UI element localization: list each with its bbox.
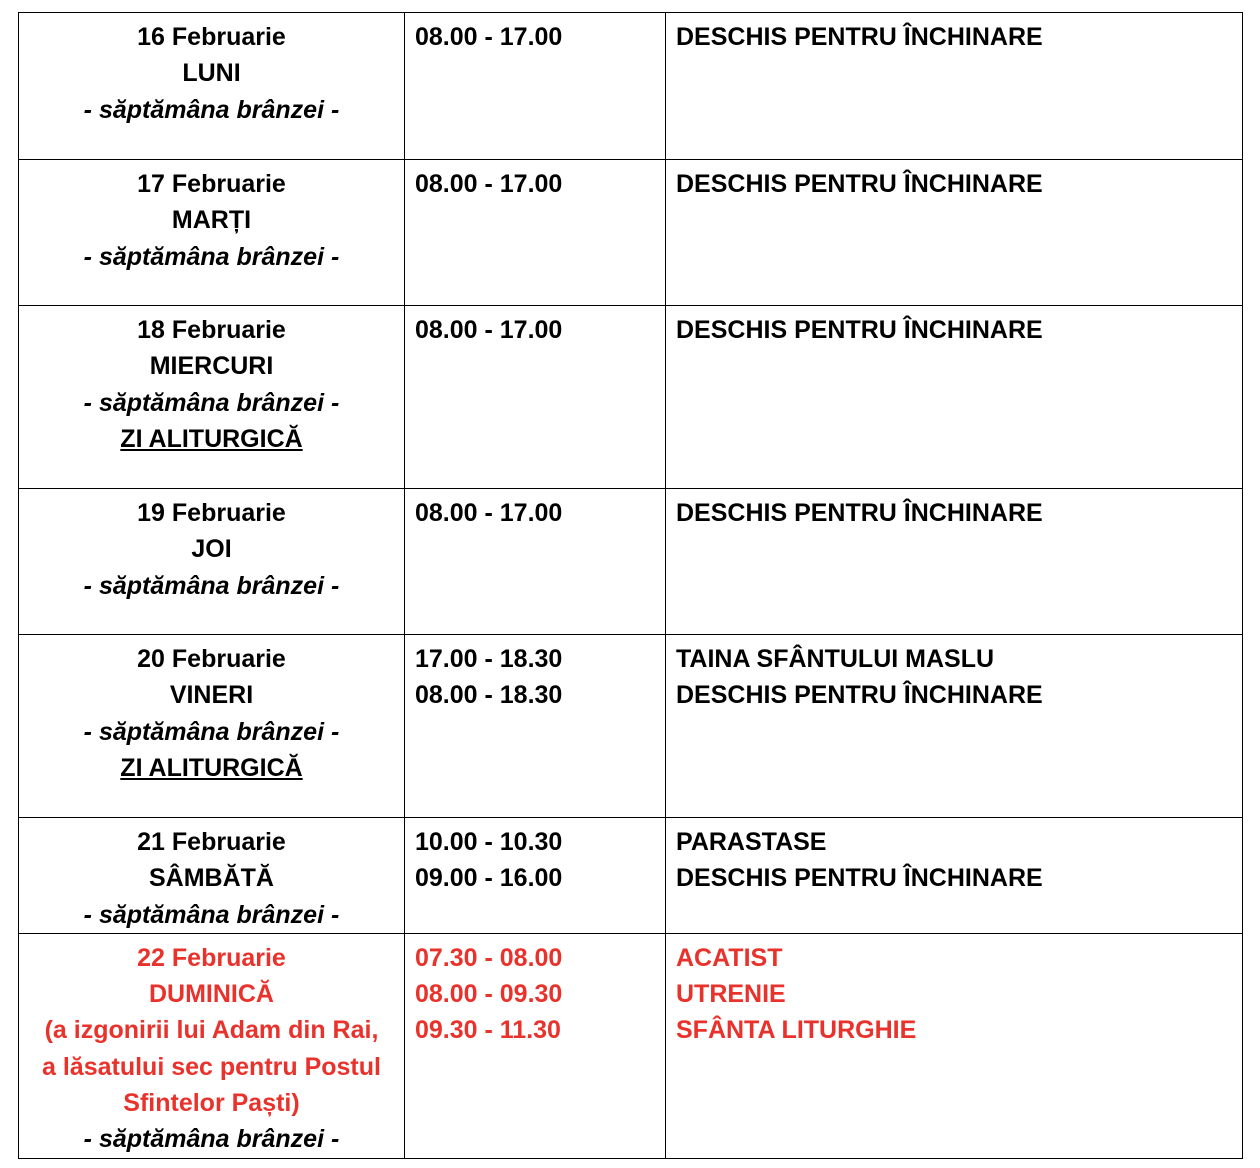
- day-cell: [19, 933, 405, 1158]
- week-note: - săptămâna brânzei -: [83, 900, 340, 929]
- time-slot: 08.00 - 17.00: [415, 23, 563, 51]
- day-cell: [19, 160, 405, 306]
- event-label: UTRENIE: [676, 980, 786, 1009]
- weekday-label: VINERI: [169, 681, 254, 710]
- event-label: DESCHIS PENTRU ÎNCHINARE: [676, 499, 1043, 527]
- day-cell: [19, 818, 405, 934]
- time-slot: 08.00 - 18.30: [415, 681, 563, 710]
- time-cell: [405, 489, 666, 635]
- date-label: 20 Februarie: [137, 645, 286, 673]
- event-cell: [666, 306, 1243, 489]
- weekday-label: MARȚI: [171, 206, 252, 235]
- table-row: [19, 306, 1243, 489]
- weekday-label: JOI: [191, 535, 232, 564]
- time-slot: 08.00 - 17.00: [415, 316, 563, 344]
- event-label: SFÂNTA LITURGHIE: [676, 1016, 917, 1045]
- event-label: DESCHIS PENTRU ÎNCHINARE: [676, 23, 1043, 51]
- week-note: - săptămâna brânzei -: [83, 95, 340, 124]
- time-cell: [405, 933, 666, 1158]
- time-slot: 07.30 - 08.00: [415, 943, 563, 972]
- time-cell: [405, 818, 666, 934]
- event-label: TAINA SFÂNTULUI MASLU: [676, 645, 995, 673]
- week-note: - săptămâna brânzei -: [83, 388, 340, 417]
- time-cell: [405, 635, 666, 818]
- time-slot: 08.00 - 09.30: [415, 980, 563, 1009]
- feast-description: (a izgonirii lui Adam din Rai,: [44, 1016, 379, 1045]
- time-cell: [405, 13, 666, 160]
- weekday-label: DUMINICĂ: [149, 980, 274, 1009]
- event-cell: [666, 818, 1243, 934]
- table-row: [19, 489, 1243, 635]
- day-cell: [19, 306, 405, 489]
- date-label: 18 Februarie: [137, 316, 286, 344]
- time-cell: [405, 306, 666, 489]
- day-cell: [19, 13, 405, 160]
- time-slot: 08.00 - 17.00: [415, 499, 563, 527]
- time-slot: 09.00 - 16.00: [415, 864, 563, 893]
- event-label: DESCHIS PENTRU ÎNCHINARE: [676, 681, 1043, 710]
- event-label: DESCHIS PENTRU ÎNCHINARE: [676, 316, 1043, 344]
- time-slot: 08.00 - 17.00: [415, 170, 563, 198]
- weekday-label: SÂMBĂTĂ: [149, 864, 274, 893]
- table-row: [19, 160, 1243, 306]
- date-label: 21 Februarie: [137, 828, 286, 856]
- date-label: 17 Februarie: [137, 170, 286, 198]
- date-label: 16 Februarie: [137, 23, 286, 51]
- event-cell: [666, 13, 1243, 160]
- table-row: [19, 635, 1243, 818]
- table-row: [19, 13, 1243, 160]
- schedule-table: [18, 12, 1243, 1159]
- time-slot: 09.30 - 11.30: [415, 1016, 561, 1045]
- week-note: - săptămâna brânzei -: [83, 717, 340, 746]
- event-label: DESCHIS PENTRU ÎNCHINARE: [676, 170, 1043, 198]
- event-cell: [666, 160, 1243, 306]
- week-note: - săptămâna brânzei -: [83, 242, 340, 271]
- event-cell: [666, 489, 1243, 635]
- event-cell: [666, 635, 1243, 818]
- event-label: ACATIST: [676, 943, 783, 972]
- date-label: 22 Februarie: [137, 943, 286, 972]
- aliturgic-label: ZI ALITURGICĂ: [120, 424, 303, 453]
- weekday-label: LUNI: [182, 59, 241, 88]
- table-row: [19, 818, 1243, 934]
- aliturgic-label: ZI ALITURGICĂ: [120, 753, 303, 782]
- event-label: PARASTASE: [676, 828, 827, 856]
- date-label: 19 Februarie: [137, 499, 286, 527]
- feast-description: Sfintelor Paști): [123, 1089, 300, 1118]
- day-cell: [19, 635, 405, 818]
- table-row: [19, 933, 1243, 1158]
- time-slot: 17.00 - 18.30: [415, 645, 563, 673]
- time-cell: [405, 160, 666, 306]
- week-note: - săptămâna brânzei -: [83, 571, 340, 600]
- event-label: DESCHIS PENTRU ÎNCHINARE: [676, 864, 1043, 893]
- event-cell: [666, 933, 1243, 1158]
- time-slot: 10.00 - 10.30: [415, 828, 563, 856]
- week-note: - săptămâna brânzei -: [83, 1125, 340, 1154]
- day-cell: [19, 489, 405, 635]
- feast-description: a lăsatului sec pentru Postul: [42, 1052, 381, 1081]
- weekday-label: MIERCURI: [149, 352, 274, 381]
